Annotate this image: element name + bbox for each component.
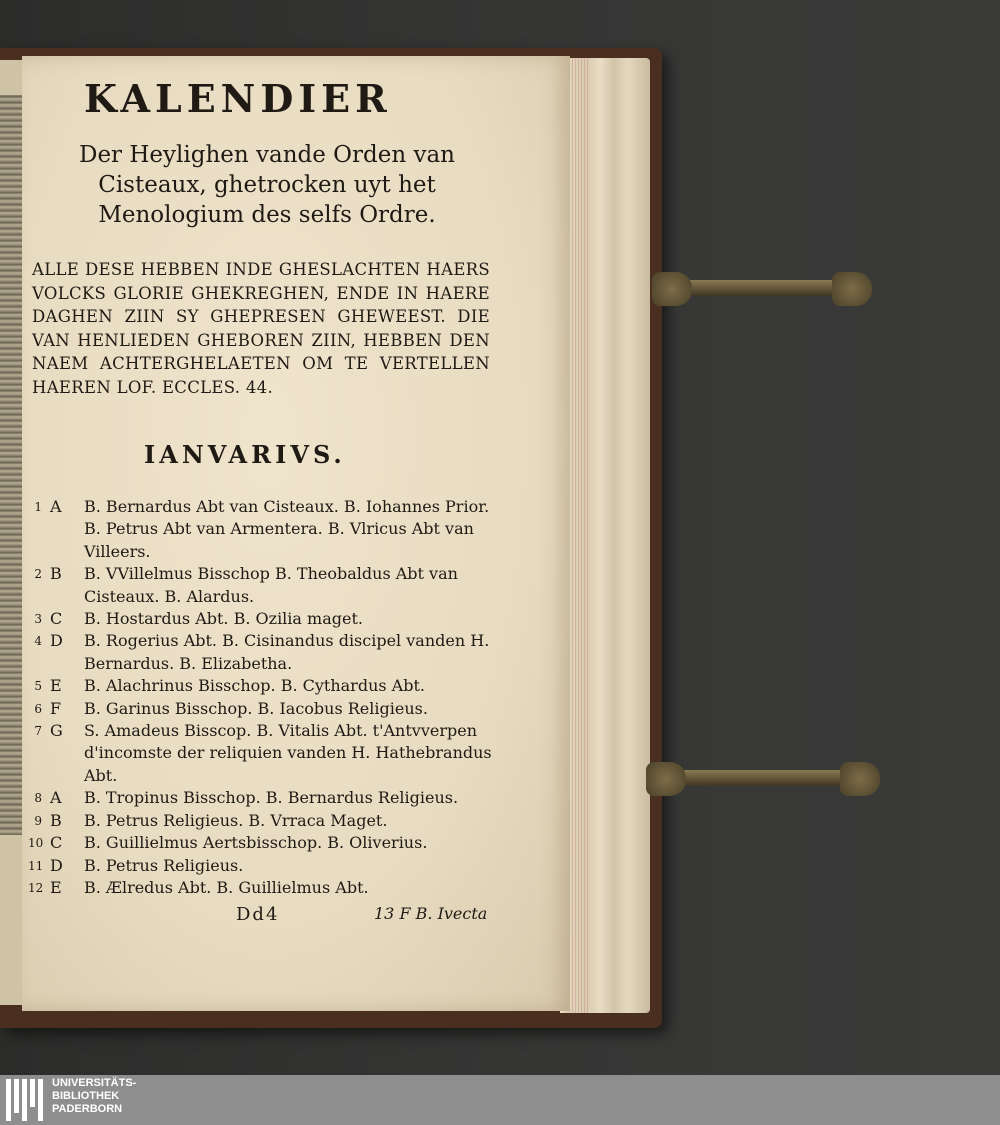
library-banner [0, 1075, 1000, 1125]
entry-letter: D [50, 631, 63, 651]
calendar-entry [28, 810, 498, 832]
calendar-entry [28, 608, 498, 630]
entry-day: 11 [28, 858, 44, 873]
entry-day: 5 [34, 679, 42, 694]
entry-day: 1 [34, 500, 42, 514]
entry-letter: F [50, 698, 62, 718]
entry-text: B. Tropinus Bisschop. B. Bernardus Religieus. [84, 788, 459, 808]
page-stack-edge [560, 58, 650, 1013]
entry-text: B. VVillelmus Bisschop B. Theobaldus Abt van Cisteaux. B. Alardus. [84, 564, 458, 606]
brass-clasp-top [652, 272, 872, 306]
entry-text: B. Guillielmus Aertsbisschop. B. Oliverius. [84, 833, 428, 853]
month-heading: IANVARIVS. [144, 440, 346, 469]
scripture-quote: ALLE DESE HEBBEN INDE GHESLACHTEN HAERS VOLCKS GLORIE GHEKREGHEN, ENDE IN HAERE DAGHEN ZIIN SY GHEPRESEN GHEWEEST. DIE VAN HENLIEDEN GHEBOREN ZIIN, HEBBEN DEN NAEM ACHTERGHELAETEN OM TE VERTELLEN HAEREN LOF. ECCLES. 44. [32, 260, 490, 397]
entry-day: 2 [34, 567, 42, 582]
calendar-entry [28, 832, 498, 854]
entry-text: B. Ælredus Abt. B. Guillielmus Abt. [84, 877, 369, 897]
calendar-entry [28, 563, 498, 608]
entry-day: 8 [34, 791, 42, 806]
entry-text: B. Rogerius Abt. B. Cisinandus discipel vanden H. Bernardus. B. Elizabetha. [84, 631, 490, 673]
catchword: 13 F B. Ivecta [374, 904, 488, 923]
calendar-entry [28, 496, 498, 563]
library-logo-icon [6, 1079, 46, 1121]
entry-letter: B [50, 564, 62, 584]
entry-text: S. Amadeus Bisscop. B. Vitalis Abt. t'Antvverpen d'incomste der reliquien vanden H. Hathebrandus Abt. [84, 721, 492, 785]
entry-text: B. Hostardus Abt. B. Ozilia maget. [84, 609, 363, 629]
entry-day: 7 [34, 724, 42, 739]
entry-day: 10 [28, 836, 44, 851]
entry-letter: A [50, 788, 62, 808]
library-name-line1: UNIVERSITÄTS- [52, 1077, 137, 1089]
signature-mark: Dd4 [236, 904, 280, 925]
calendar-entries [28, 496, 498, 899]
entry-letter: B [50, 810, 62, 830]
entry-letter: C [50, 833, 63, 853]
entry-text: B. Petrus Religieus. [84, 855, 244, 875]
calendar-entry [28, 720, 498, 787]
calendar-entry [28, 877, 498, 899]
entry-day: 12 [28, 880, 44, 895]
entry-day: 9 [34, 813, 42, 828]
calendar-entry [28, 787, 498, 809]
entry-text: B. Garinus Bisschop. B. Iacobus Religieus. [84, 698, 428, 718]
entry-day: 3 [34, 612, 42, 627]
entry-text: B. Bernardus Abt van Cisteaux. B. Iohannes Prior. B. Petrus Abt van Armentera. B. Vlricus Abt van Villeers. [84, 497, 490, 561]
entry-day: 6 [34, 701, 42, 716]
calendar-entry [28, 630, 498, 675]
entry-day: 4 [34, 634, 42, 649]
entry-letter: E [50, 676, 62, 696]
entry-text: B. Alachrinus Bisschop. B. Cythardus Abt. [84, 676, 425, 696]
clasp-hinge [652, 272, 692, 306]
library-name-line2: BIBLIOTHEK [52, 1090, 120, 1102]
page-title: KALENDIER [84, 76, 392, 121]
frontispiece-engraving [0, 95, 24, 835]
clasp-end [840, 762, 880, 796]
calendar-entry [28, 675, 498, 697]
calendar-entry [28, 855, 498, 877]
library-name [52, 1077, 136, 1116]
library-name-line3: PADERBORN [52, 1103, 123, 1115]
brass-clasp-bottom [646, 762, 880, 796]
calendar-entry [28, 698, 498, 720]
clasp-end [832, 272, 872, 306]
entry-letter: A [50, 497, 62, 516]
book-page [22, 56, 570, 1011]
entry-letter: D [50, 855, 63, 875]
entry-letter: C [50, 609, 63, 629]
entry-letter: G [50, 721, 63, 741]
page-subtitle: Der Heylighen vande Orden van Cisteaux, ghetrocken uyt het Menologium des selfs Ordre. [79, 142, 455, 228]
entry-letter: E [50, 877, 62, 897]
entry-text: B. Petrus Religieus. B. Vrraca Maget. [84, 810, 388, 830]
clasp-hinge [646, 762, 686, 796]
